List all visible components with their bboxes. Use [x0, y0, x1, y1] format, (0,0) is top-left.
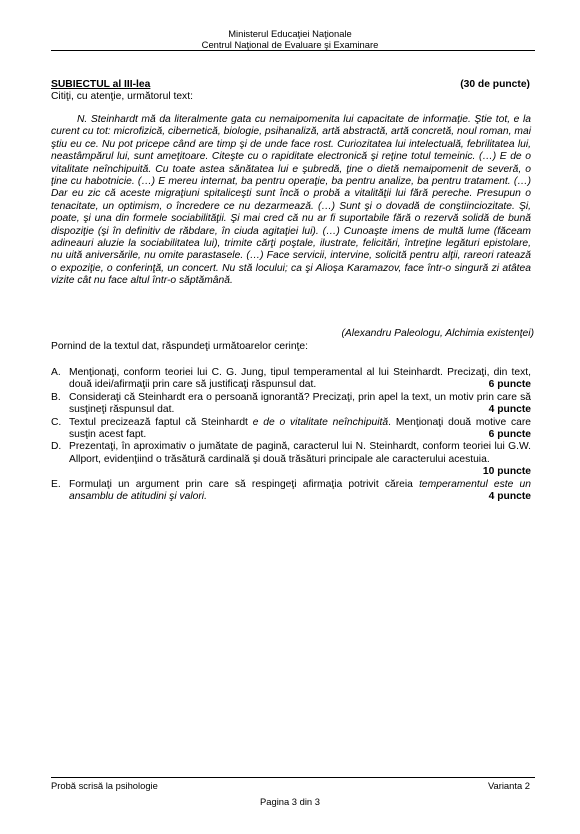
task-points: 6 puncte [488, 379, 531, 391]
subject-heading [51, 79, 535, 91]
footer-exam-name: Probă scrisă la psihologie [51, 780, 158, 791]
subject-title: SUBIECTUL al III-lea [51, 79, 151, 90]
task-item [51, 417, 531, 442]
task-text-quote: temperamentul este un ansamblu de atitudini şi valori. [69, 478, 531, 503]
task-points: 4 puncte [488, 491, 531, 503]
citation: (Alexandru Paleologu, Alchimia existenţei) [341, 328, 534, 339]
task-letter: E. [51, 478, 61, 490]
task-text-part: . Menţionaţi două motive care susţin acest fapt. [69, 416, 532, 441]
task-letter: B. [51, 391, 61, 403]
requirement: Pornind de la textul dat, răspundeţi următoarelor cerinţe: [51, 341, 308, 352]
task-text: Prezentaţi, în aproximativ o jumătate de pagină, caracterul lui N. Steinhardt, conform teoriei lui G.W. Allport, evidenţiind o trăsătură cardinală şi două trăsături principale ale caracterului acestuia. [69, 441, 531, 465]
task-item [51, 367, 531, 392]
header-divider [51, 50, 535, 51]
task-item [51, 479, 531, 504]
task-points: 10 puncte [482, 466, 531, 478]
subject-points: (30 de puncte) [460, 79, 530, 90]
task-text-quote: e de o vitalitate neînchipuită [252, 416, 389, 428]
task-text: Menţionaţi, conform teoriei lui C. G. Jung, tipul temperamental al lui Steinhardt. Precizaţi, din text, două idei/afirmaţii prin care să justificaţi răspunsul dat. [69, 367, 531, 391]
task-item [51, 441, 531, 478]
task-letter: D. [51, 441, 62, 453]
task-points: 4 puncte [488, 404, 531, 416]
task-text-part: Textul precizează faptul că Steinhardt [69, 416, 253, 428]
task-text: Consideraţi că Steinhardt era o persoană ignorantă? Precizaţi, prin apel la text, un motiv prin care să susţineţi răspunsul dat. [69, 391, 531, 416]
footer-variant: Varianta 2 [487, 780, 530, 791]
task-text [69, 417, 531, 440]
task-text [69, 479, 531, 502]
instruction: Citiţi, cu atenţie, următorul text: [51, 91, 193, 102]
header-center: Centrul Naţional de Evaluare şi Examinare [201, 39, 379, 50]
task-item [51, 392, 531, 417]
task-text-part: Formulaţi un argument prin care să respingeţi afirmaţia potrivit căreia [69, 478, 420, 490]
footer-divider [51, 777, 535, 778]
passage [51, 114, 531, 288]
page-header [0, 28, 580, 50]
passage-text: N. Steinhardt mă da literalmente gata cu nemaipomenita lui capacitate de informaţie. Ştie tot, e la curent cu tot: microfizică, cibernetică, biologie, psihanaliză, artă abstractă, artă concretă, noul roman, mai ştiu eu ce. Nu pot pricepe când are timp şi de unde face rost. Curiozitatea lui intelectuală, febrilitatea lui, neastâmpărul lui, sunt ameţitoare. Citeşte cu o rapiditate electronică şi reţine totul temeinic. (…) E de o vitalitate neînchipuită. Cu toate astea sănătatea lui e şubredă, ţine o dietă nemaipomenit de severă, o ţine cu habotnicie. (…) E mereu internat, ba pentru operaţie, ba pentru analize, ba pentru tratament. (…) Dar eu zic că aceste migraţiuni spitaliceşti sunt încă o probă a vitalităţii lui fără pereche. Presupun o tenacitate, un optimism, o încredere ce nu dezarmează. (…) Sunt şi o dovadă de conştiinciozitate. Şi, poate, şi una din formele sociabilităţii. Şi mai cred că nu ar fi suportabile fără o rezervă solidă de bună dispoziţie (şi în definitiv de răbdare, în ciuda agitaţiei lui). (…) Cunoaşte imens de multă lume (făceam adineauri aluzie la sociabilitatea lui), trimite cărţi poştale, ilustrate, felicitări, întreţine legături epistolare, nu uită aniversările, nu omite parastasele. (…) Face servicii, intervine, solicită pentru alţii, rareori ratează o expoziţie, o conferinţă, un concert. Nu stă locului; ca şi Alioşa Karamazov, face într-o singură zi atâtea vizite cât nu face altul într-o săptămână. [51, 114, 531, 287]
task-letter: C. [51, 416, 62, 428]
task-letter: A. [51, 367, 61, 378]
task-points: 6 puncte [488, 429, 531, 441]
task-list [51, 367, 531, 503]
page-number: Pagina 3 din 3 [260, 796, 320, 807]
header-ministry: Ministerul Educaţiei Naţionale [228, 28, 352, 39]
